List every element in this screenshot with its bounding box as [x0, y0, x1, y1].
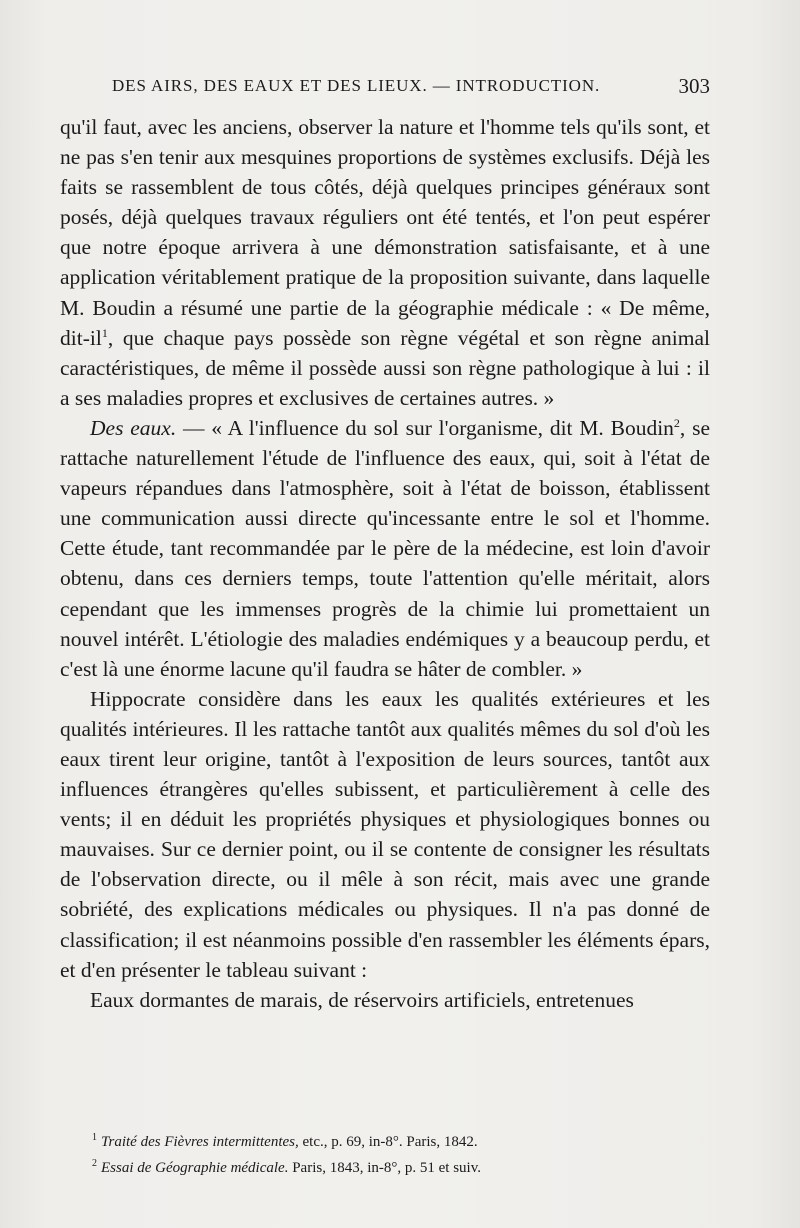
footnote-2-details: Paris, 1843, in-8°, p. 51 et suiv.: [288, 1160, 481, 1176]
footnote-1-title: Traité des Fièvres intermittentes,: [101, 1134, 299, 1150]
footnote-1: [92, 1127, 652, 1153]
paragraph-2: [60, 413, 710, 684]
footnote-1-mark: 1: [92, 1132, 97, 1143]
footnote-1-details: etc., p. 69, in-8°. Paris, 1842.: [298, 1134, 478, 1150]
footnotes: [92, 1127, 652, 1179]
paragraph-2-text-a: — « A l'influence du sol sur l'organisme, dit M. Boudin: [176, 415, 674, 440]
paragraph-1-text: qu'il faut, avec les anciens, observer la nature et l'homme tels qu'ils sont, et ne pas s'en tenir aux mesquines proportions de systèmes exclusifs. Déjà les faits se rassemblent de tous côtés, déjà quelques principes généraux sont posés, déjà quelques travaux réguliers ont été tentés, et l'on peut espérer que notre époque arrivera à une démonstration satisfaisante, et à une application véritablement pratique de la proposition suivante, dans laquelle M. Boudin a résumé une partie de la géographie médicale : « De même, dit-il: [60, 115, 710, 350]
paragraph-1-end: , que chaque pays possède son règne végétal et son règne animal caractéristiques, de même il possède aussi son règne pathologique à lui : il a ses maladies propres et exclusives de certaines autres. »: [60, 325, 710, 410]
main-text: [60, 112, 710, 1015]
footnote-2-mark: 2: [92, 1158, 97, 1169]
footnote-2: [92, 1153, 652, 1179]
paragraph-4: Eaux dormantes de marais, de réservoirs artificiels, entretenues: [90, 987, 634, 1012]
running-title: DES AIRS, DES EAUX ET DES LIEUX. — INTRODUCTION.: [112, 76, 601, 95]
footnote-ref-1: 1: [101, 325, 108, 340]
footnote-ref-2: 2: [673, 415, 680, 430]
paragraph-1: [60, 112, 710, 413]
section-heading-des-eaux: Des eaux.: [90, 415, 177, 440]
page-number: 303: [678, 74, 710, 98]
page-header: [112, 76, 710, 102]
paragraph-3: Hippocrate considère dans les eaux les qualités extérieures et les qualités intérieures. Il les rattache tantôt aux qualités mêmes du sol d'où les eaux tirent leur origine, tantôt à l'exposition de leurs sources, tantôt aux influences étrangères qu'elles subissent, et particulièrement à celle des vents; il en déduit les propriétés physiques et physiologiques bonnes ou mauvaises. Sur ce dernier point, ou il se contente de consigner les résultats de l'observation directe, ou il mêle à son récit, mais avec une grande sobriété, des explications médicales ou physiques. Il n'a pas donné de classification; il est néanmoins possible d'en rassembler les éléments épars, et d'en présenter le tableau suivant :: [60, 686, 710, 982]
paragraph-2-text-b: , se rattache naturellement l'étude de l'influence des eaux, qui, soit à l'état de vapeurs répandues dans l'atmosphère, soit à l'état de boisson, établissent une communication aussi directe qu'incessante entre le sol et l'homme. Cette étude, tant recommandée par le père de la médecine, est loin d'avoir obtenu, dans ces derniers temps, toute l'attention qu'elle méritait, alors cependant que les immenses progrès de la chimie lui promettaient un nouvel intérêt. L'étiologie des maladies endémiques y a beaucoup perdu, et c'est là une énorme lacune qu'il faudra se hâter de combler. »: [60, 415, 710, 681]
footnote-2-title: Essai de Géographie médicale.: [101, 1160, 289, 1176]
